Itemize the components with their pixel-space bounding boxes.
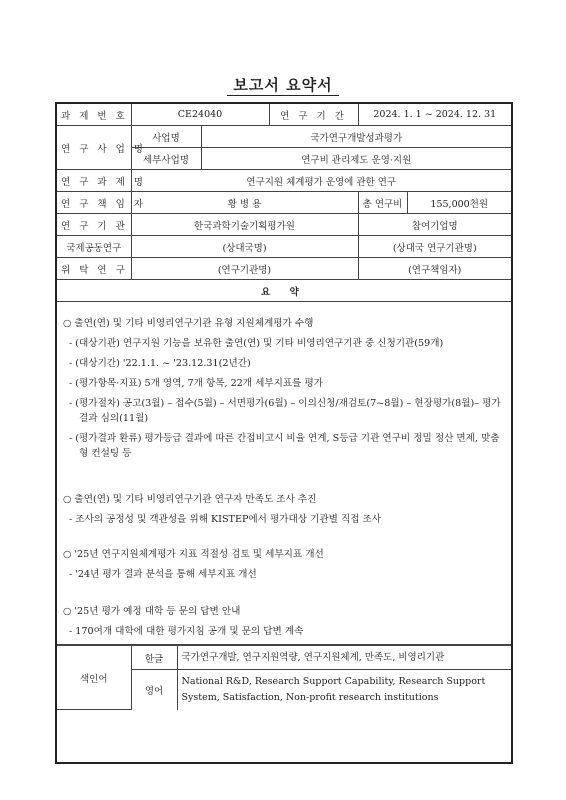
org-value: 한국과학기술기획평가원 bbox=[131, 214, 358, 236]
task-no-value: CE24040 bbox=[131, 104, 269, 126]
section-1-item: - (평가절차) 공고(3월) – 접수(5월) – 서면평가(6월) – 이의신청/재검토(7~8월) – 현장평가(8월)– 평가결과 심의(11월) bbox=[69, 398, 501, 424]
biz-label: 사업명 bbox=[131, 126, 201, 148]
summary-section-1 bbox=[63, 316, 505, 466]
biz-value: 국가연구개발성과평가 bbox=[201, 126, 511, 148]
section-2-heading: ○ 출연(연) 및 기타 비영리연구기관 연구자 만족도 조사 추진 bbox=[63, 494, 317, 505]
keyword-ko-label: 한글 bbox=[131, 646, 177, 670]
row-lead bbox=[57, 192, 511, 214]
section-1-heading: ○ 출연(연) 및 기타 비영리연구기관 유형 지원체계평가 수행 bbox=[63, 318, 314, 329]
summary-body bbox=[57, 302, 511, 645]
summary-section-4 bbox=[63, 604, 505, 644]
row-summary-head bbox=[57, 280, 511, 302]
summary-section-3 bbox=[63, 547, 505, 587]
outsource-lead: (연구책임자) bbox=[358, 258, 511, 280]
lead-label: 연 구 책 임 자 bbox=[57, 192, 131, 214]
summary-frame bbox=[55, 102, 513, 764]
keyword-en-label: 영어 bbox=[131, 670, 177, 710]
intl-org: (상대국 연구기관명) bbox=[358, 236, 511, 258]
intl-label: 국제공동연구 bbox=[57, 236, 131, 258]
section-1-item: - (대상기관) 연구지원 기능을 보유한 출연(연) 및 기타 비영리연구기관 중 신청기관(59개) bbox=[69, 338, 444, 349]
section-3-heading: ○ '25년 연구지원체계평가 지표 적절성 검토 및 세부지표 개선 bbox=[63, 549, 324, 560]
section-2-item: - 조사의 공정성 및 객관성을 위해 KISTEP에서 평가대상 기관별 직접 조사 bbox=[69, 514, 382, 525]
row-org bbox=[57, 214, 511, 236]
summary-section-2 bbox=[63, 492, 505, 532]
summary-heading: 요 약 bbox=[57, 280, 511, 302]
row-outsource bbox=[57, 258, 511, 280]
outsource-label: 위 탁 연 구 bbox=[57, 258, 131, 280]
topic-value: 연구지원 체계평가 운영에 관한 연구 bbox=[131, 170, 511, 192]
section-4-item: - 170여개 대학에 대한 평가지침 공개 및 문의 답변 계속 bbox=[69, 626, 304, 637]
keyword-en-value: National R&D, Research Support Capability, Research Support System, Satisfaction, Non-profit research institutions bbox=[177, 670, 511, 710]
row-biz bbox=[57, 126, 511, 148]
period-value: 2024. 1. 1 ~ 2024. 12. 31 bbox=[358, 104, 511, 126]
intl-country: (상대국명) bbox=[131, 236, 358, 258]
report-title-text: 보고서 요약서 bbox=[227, 76, 338, 96]
lead-value: 황 병 용 bbox=[131, 192, 358, 214]
partner-label: 참여기업명 bbox=[358, 214, 511, 236]
section-4-heading: ○ '25년 평가 예정 대학 등 문의 답변 안내 bbox=[63, 606, 241, 617]
outsource-org: (연구기관명) bbox=[131, 258, 358, 280]
keyword-ko-value: 국가연구개발, 연구지원역량, 연구지원체계, 만족도, 비영리기관 bbox=[177, 646, 511, 670]
row-intl bbox=[57, 236, 511, 258]
budget-label: 총 연구비 bbox=[358, 192, 407, 214]
task-no-label: 과 제 번 호 bbox=[57, 104, 131, 126]
section-1-item: - (평가항목·지표) 5개 영역, 7개 항목, 22개 세부지표를 평가 bbox=[69, 378, 324, 389]
topic-label: 연 구 과 제 명 bbox=[57, 170, 131, 192]
subbiz-label: 세부사업명 bbox=[131, 148, 201, 170]
info-table bbox=[57, 104, 511, 302]
section-1-item: - (대상기간) '22.1.1. ~ '23.12.31(2년간) bbox=[69, 358, 251, 369]
period-label: 연 구 기 간 bbox=[269, 104, 358, 126]
keyword-row-ko bbox=[57, 646, 511, 670]
org-label: 연 구 기 관 bbox=[57, 214, 131, 236]
row-topic bbox=[57, 170, 511, 192]
project-label: 연 구 사 업 명 bbox=[57, 126, 131, 170]
keyword-table bbox=[57, 645, 511, 710]
report-title bbox=[0, 74, 566, 95]
budget-value: 155,000천원 bbox=[407, 192, 511, 214]
row-task-no bbox=[57, 104, 511, 126]
subbiz-value: 연구비 관리제도 운영·지원 bbox=[201, 148, 511, 170]
section-3-item: - '24년 평가 결과 분석을 통해 세부지표 개선 bbox=[69, 569, 257, 580]
section-1-item: - (평가결과 환류) 평가등급 결과에 따른 간접비고시 비율 연계, S등급 기관 연구비 정밀 정산 면제, 맞춤형 컨설팅 등 bbox=[69, 433, 500, 459]
keyword-label: 색인어 bbox=[57, 646, 131, 710]
